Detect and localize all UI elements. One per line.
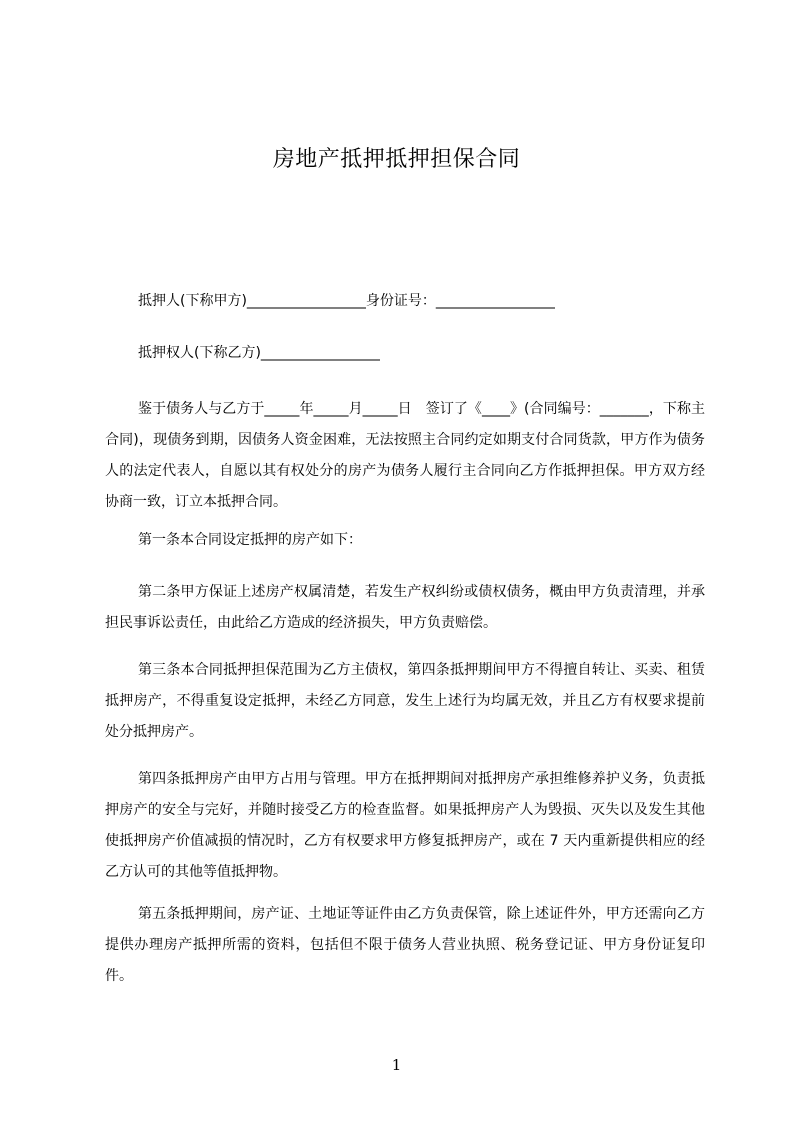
article-1: 第一条本合同设定抵押的房产如下： [138, 532, 362, 548]
mortgagor-line: 抵押人(下称甲方)_________________身份证号：_________________ [138, 293, 555, 309]
mortgagee-line: 抵押权人(下称乙方)_________________ [138, 345, 380, 361]
article-2: 第二条甲方保证上述房产权属清楚，若发生产权纠纷或债权债务，概由甲方负责清理，并承担民事诉讼责任，由此给乙方造成的经济损失，甲方负责赔偿。 [105, 584, 705, 631]
page-number: 1 [391, 1056, 402, 1074]
article-3: 第三条本合同抵押担保范围为乙方主债权，第四条抵押期间甲方不得擅自转让、买卖、租赁抵押房产，不得重复设定抵押，未经乙方同意，发生上述行为均属无效，并且乙方有权要求提前处分抵押房产。 [105, 662, 705, 740]
article-4: 第四条抵押房产由甲方占用与管理。甲方在抵押期间对抵押房产承担维修养护义务，负责抵押房产的安全与完好，并随时接受乙方的检查监督。如果抵押房产人为毁损、灭失以及发生其他使抵押房产价值减损的情况时，乙方有权要求甲方修复抵押房产，或在 7 天内重新提供相应的经乙方认可的其他等值抵押物。 [105, 771, 705, 880]
article-5: 第五条抵押期间，房产证、土地证等证件由乙方负责保管，除上述证件外，甲方还需向乙方提供办理房产抵押所需的资料，包括但不限于债务人营业执照、税务登记证、甲方身份证复印件。 [105, 906, 705, 984]
document-title: 房地产抵押抵押担保合同 [272, 147, 521, 172]
preamble-paragraph: 鉴于债务人与乙方于_____年_____月_____日 签订了《____》(合同编号：_______，下称主合同)，现债务到期，因债务人资金困难，无法按照主合同约定如期支付合同货款，甲方作为债务人的法定代表人，自愿以其有权处分的房产为债务人履行主合同向乙方作抵押担保。甲方双方经协商一致，订立本抵押合同。 [105, 401, 705, 510]
